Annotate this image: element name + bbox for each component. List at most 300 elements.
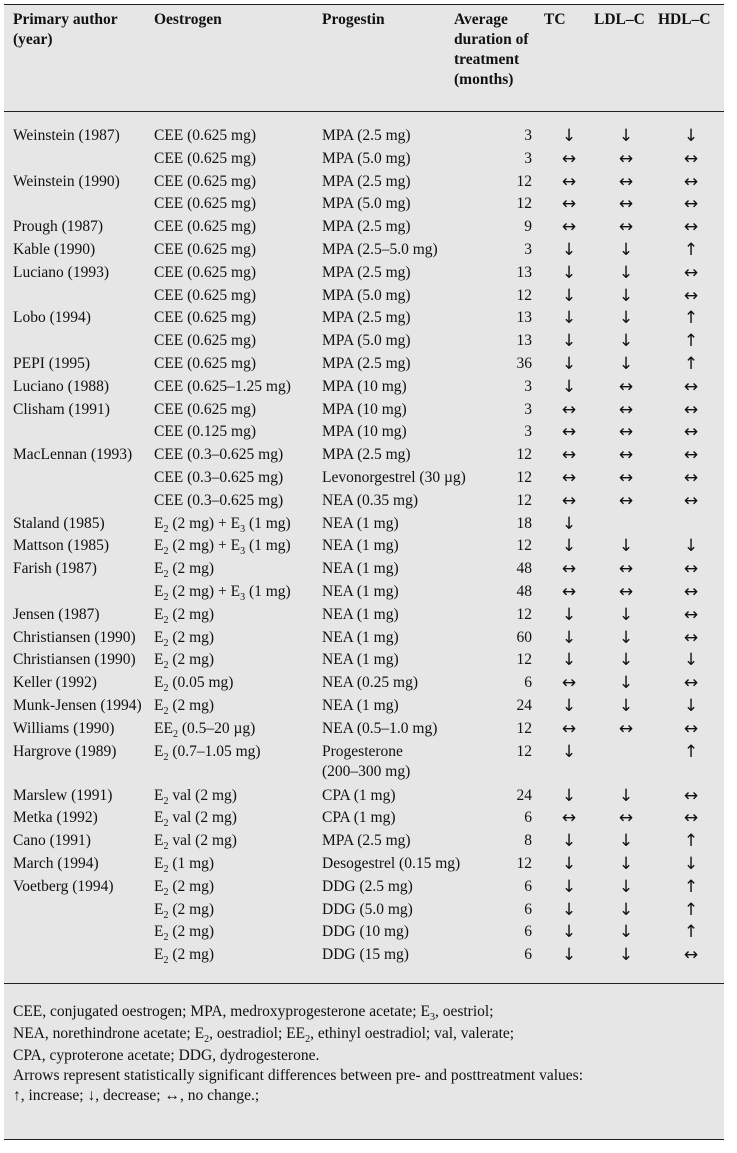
tc-cell: ↓ bbox=[561, 650, 577, 671]
author-cell bbox=[4, 491, 154, 514]
author-cell: PEPI (1995) bbox=[13, 354, 91, 372]
tc-cell: ↔ bbox=[561, 559, 577, 580]
progestin-cell-line2: (200–300 mg) bbox=[322, 762, 411, 780]
duration-cell: 12 bbox=[516, 286, 532, 304]
table-row bbox=[4, 536, 724, 559]
ldl-cell: ↓ bbox=[618, 945, 634, 966]
ldl-cell: ↔ bbox=[618, 148, 634, 169]
ldl-cell: ↔ bbox=[618, 559, 634, 580]
oestrogen-cell: $E_2$ val (2 mg) bbox=[154, 832, 237, 853]
hdl-cell: ↔ bbox=[683, 718, 699, 739]
tc-cell: ↔ bbox=[561, 194, 577, 215]
duration-cell: 13 bbox=[516, 309, 532, 327]
hdl-cell: ↑ bbox=[683, 308, 699, 329]
footnote-line: CPA, cyproterone acetate; DDG, dydrogesterone. bbox=[13, 1047, 320, 1064]
hdl-cell: ↔ bbox=[683, 467, 699, 488]
oestrogen-cell: $E_2$ (2 mg) bbox=[154, 651, 215, 672]
duration-cell: 13 bbox=[516, 332, 532, 350]
tc-cell: ↓ bbox=[561, 376, 577, 397]
progestin-cell: NEA (1 mg) bbox=[322, 582, 399, 600]
hdl-cell: ↔ bbox=[683, 285, 699, 306]
duration-cell: 6 bbox=[524, 900, 532, 918]
author-cell: Voetberg (1994) bbox=[13, 877, 114, 895]
hdl-cell: ↔ bbox=[683, 422, 699, 443]
ldl-cell: ↓ bbox=[618, 262, 634, 283]
ldl-cell: ↔ bbox=[618, 445, 634, 466]
table-row bbox=[4, 308, 724, 331]
table-row bbox=[4, 831, 724, 854]
oestrogen-cell: CEE (0.625 mg) bbox=[154, 309, 257, 327]
duration-cell: 8 bbox=[524, 832, 532, 850]
duration-cell: 3 bbox=[524, 377, 532, 395]
oestrogen-cell: $E_2$ (2 mg) bbox=[154, 877, 215, 898]
oestrogen-cell: $E_2$ (2 mg) bbox=[154, 560, 215, 581]
duration-cell: 12 bbox=[516, 195, 532, 213]
footnote bbox=[4, 983, 724, 1139]
ldl-cell: ↓ bbox=[618, 899, 634, 920]
ldl-cell: ↔ bbox=[618, 718, 634, 739]
tc-cell: ↓ bbox=[561, 513, 577, 534]
hdl-cell: ↑ bbox=[683, 876, 699, 897]
oestrogen-cell: CEE (0.625 mg) bbox=[154, 354, 257, 372]
ldl-cell: ↔ bbox=[618, 808, 634, 829]
ldl-cell: ↔ bbox=[618, 217, 634, 238]
progestin-cell: NEA (1 mg) bbox=[322, 696, 399, 714]
author-cell: March (1994) bbox=[13, 854, 99, 872]
ldl-cell: ↓ bbox=[618, 627, 634, 648]
duration-cell: 12 bbox=[516, 172, 532, 190]
hdl-cell: ↔ bbox=[683, 559, 699, 580]
ldl-cell: ↓ bbox=[618, 239, 634, 260]
oestrogen-cell: $E_2$ (2 mg) bbox=[154, 696, 215, 717]
author-cell: Marslew (1991) bbox=[13, 786, 113, 804]
hdl-cell: ↓ bbox=[683, 650, 699, 671]
tc-cell: ↓ bbox=[561, 308, 577, 329]
hdl-cell: ↓ bbox=[683, 126, 699, 146]
ldl-cell: ↓ bbox=[618, 126, 634, 146]
tc-cell: ↓ bbox=[561, 627, 577, 648]
hdl-cell: ↔ bbox=[683, 945, 699, 966]
table-row bbox=[4, 354, 724, 377]
tc-cell: ↔ bbox=[561, 148, 577, 169]
oestrogen-cell: CEE (0.625 mg) bbox=[154, 332, 257, 350]
oestrogen-cell: $E_2$ (0.05 mg) bbox=[154, 674, 234, 695]
duration-cell: 12 bbox=[516, 605, 532, 623]
progestin-cell: NEA (0.5–1.0 mg) bbox=[322, 719, 438, 737]
progestin-cell: NEA (1 mg) bbox=[322, 537, 399, 555]
author-cell bbox=[4, 468, 154, 491]
hdl-cell: ↓ bbox=[683, 853, 699, 874]
duration-cell: 6 bbox=[524, 923, 532, 941]
progestin-cell: MPA (5.0 mg) bbox=[322, 286, 411, 304]
hdl-cell: ↔ bbox=[683, 627, 699, 648]
progestin-cell: MPA (2.5 mg) bbox=[322, 446, 411, 464]
hdl-cell: ↓ bbox=[683, 536, 699, 557]
oestrogen-cell: $E_2$ val (2 mg) bbox=[154, 786, 237, 807]
hdl-cell: ↔ bbox=[683, 148, 699, 169]
oestrogen-cell: $E_2$ (0.7–1.05 mg) bbox=[154, 742, 261, 763]
author-cell: Jensen (1987) bbox=[13, 605, 100, 623]
ldl-cell bbox=[594, 514, 658, 537]
hdl-cell: ↔ bbox=[683, 581, 699, 602]
tc-cell: ↔ bbox=[561, 718, 577, 739]
hdl-cell: ↑ bbox=[683, 239, 699, 260]
duration-cell: 6 bbox=[524, 674, 532, 692]
ldl-cell: ↔ bbox=[618, 467, 634, 488]
author-cell bbox=[4, 922, 154, 945]
duration-cell: 12 bbox=[516, 854, 532, 872]
author-cell: Staland (1985) bbox=[13, 514, 105, 532]
table-row bbox=[4, 422, 724, 445]
header-row bbox=[4, 5, 724, 112]
author-cell: Weinstein (1990) bbox=[13, 172, 120, 190]
oestrogen-cell: $EE_2$ (0.5–20 µg) bbox=[154, 719, 256, 740]
hdl-cell: ↔ bbox=[683, 217, 699, 238]
progestin-cell: MPA (5.0 mg) bbox=[322, 195, 411, 213]
duration-cell: 6 bbox=[524, 809, 532, 827]
ldl-cell: ↓ bbox=[618, 331, 634, 352]
oestrogen-cell: $E_2$ (2 mg) bbox=[154, 923, 215, 944]
tc-cell: ↓ bbox=[561, 285, 577, 306]
table-row bbox=[4, 922, 724, 945]
duration-cell: 60 bbox=[516, 628, 532, 646]
tc-cell: ↓ bbox=[561, 785, 577, 806]
ldl-cell: ↔ bbox=[618, 422, 634, 443]
header-oestrogen: Oestrogen bbox=[154, 5, 322, 112]
ldl-cell: ↓ bbox=[618, 831, 634, 852]
hdl-cell: ↔ bbox=[683, 171, 699, 192]
author-cell bbox=[4, 194, 154, 217]
hdl-cell: ↔ bbox=[683, 673, 699, 694]
footnote-line: CEE, conjugated oestrogen; MPA, medroxyprogesterone acetate; $E_3$, oestriol; bbox=[13, 1003, 494, 1023]
table-row bbox=[4, 719, 724, 742]
progestin-cell: Desogestrel (0.15 mg) bbox=[322, 854, 461, 872]
ldl-cell: ↔ bbox=[618, 194, 634, 215]
ldl-cell: ↔ bbox=[618, 376, 634, 397]
author-cell: Cano (1991) bbox=[13, 832, 91, 850]
ldl-cell: ↔ bbox=[618, 581, 634, 602]
tc-cell: ↓ bbox=[561, 331, 577, 352]
header-tc: TC bbox=[544, 5, 594, 112]
table-row bbox=[4, 582, 724, 605]
author-cell: Clisham (1991) bbox=[13, 400, 110, 418]
tc-cell: ↓ bbox=[561, 945, 577, 966]
progestin-cell: CPA (1 mg) bbox=[322, 809, 396, 827]
oestrogen-cell: CEE (0.625–1.25 mg) bbox=[154, 377, 291, 395]
tc-cell: ↔ bbox=[561, 673, 577, 694]
tc-cell: ↓ bbox=[561, 853, 577, 874]
progestin-cell: MPA (10 mg) bbox=[322, 400, 407, 418]
table-row bbox=[4, 194, 724, 217]
ldl-cell: ↓ bbox=[618, 285, 634, 306]
oestrogen-cell: CEE (0.125 mg) bbox=[154, 423, 257, 441]
footnote-line: Arrows represent statistically significant differences between pre- and posttreatment values: bbox=[13, 1067, 583, 1084]
progestin-cell: MPA (2.5 mg) bbox=[322, 309, 411, 327]
hdl-cell: ↑ bbox=[683, 831, 699, 852]
duration-cell: 6 bbox=[524, 946, 532, 964]
progestin-cell: NEA (0.25 mg) bbox=[322, 674, 419, 692]
tc-cell: ↓ bbox=[561, 876, 577, 897]
table-row bbox=[4, 514, 724, 537]
table-row bbox=[4, 673, 724, 696]
tc-cell: ↔ bbox=[561, 808, 577, 829]
duration-cell: 12 bbox=[516, 742, 532, 760]
progestin-cell: MPA (5.0 mg) bbox=[322, 149, 411, 167]
author-cell: Kable (1990) bbox=[13, 240, 96, 258]
table-row bbox=[4, 559, 724, 582]
oestrogen-cell: CEE (0.625 mg) bbox=[154, 218, 257, 236]
table-row bbox=[4, 877, 724, 900]
header-author: Primary author (year) bbox=[4, 5, 154, 112]
table-row bbox=[4, 605, 724, 628]
tc-cell: ↔ bbox=[561, 422, 577, 443]
progestin-cell: DDG (10 mg) bbox=[322, 923, 409, 941]
ldl-cell: ↓ bbox=[618, 695, 634, 716]
table-row bbox=[4, 126, 724, 149]
ldl-cell: ↓ bbox=[618, 353, 634, 374]
ldl-cell: ↓ bbox=[618, 922, 634, 943]
table-row bbox=[4, 149, 724, 172]
duration-cell: 3 bbox=[524, 240, 532, 258]
duration-cell: 3 bbox=[524, 149, 532, 167]
table-row bbox=[4, 468, 724, 491]
tc-cell: ↓ bbox=[561, 741, 577, 762]
hdl-cell: ↔ bbox=[683, 604, 699, 625]
progestin-cell: NEA (1 mg) bbox=[322, 605, 399, 623]
hdl-cell: ↑ bbox=[683, 922, 699, 943]
oestrogen-cell: CEE (0.625 mg) bbox=[154, 286, 257, 304]
tc-cell: ↓ bbox=[561, 262, 577, 283]
author-cell: Hargrove (1989) bbox=[13, 742, 117, 760]
tc-cell: ↓ bbox=[561, 126, 577, 146]
duration-cell: 36 bbox=[516, 354, 532, 372]
table-row bbox=[4, 240, 724, 263]
tc-cell: ↔ bbox=[561, 445, 577, 466]
table-row bbox=[4, 217, 724, 240]
table-row bbox=[4, 491, 724, 514]
tc-cell: ↓ bbox=[561, 239, 577, 260]
table-row bbox=[4, 900, 724, 923]
hdl-cell: ↓ bbox=[683, 695, 699, 716]
progestin-cell: DDG (15 mg) bbox=[322, 946, 409, 964]
oestrogen-cell: CEE (0.625 mg) bbox=[154, 400, 257, 418]
oestrogen-cell: CEE (0.3–0.625 mg) bbox=[154, 491, 284, 509]
progestin-cell: DDG (5.0 mg) bbox=[322, 900, 413, 918]
author-cell: Farish (1987) bbox=[13, 560, 97, 578]
oestrogen-cell: CEE (0.625 mg) bbox=[154, 263, 257, 281]
author-cell: Metka (1992) bbox=[13, 809, 98, 827]
ldl-cell: ↓ bbox=[618, 650, 634, 671]
oestrogen-cell: $E_2$ (2 mg) bbox=[154, 900, 215, 921]
oestrogen-cell: $E_2$ (2 mg) bbox=[154, 628, 215, 649]
oestrogen-cell: CEE (0.625 mg) bbox=[154, 240, 257, 258]
tc-cell: ↓ bbox=[561, 922, 577, 943]
hdl-cell: ↔ bbox=[683, 376, 699, 397]
progestin-cell: MPA (10 mg) bbox=[322, 423, 407, 441]
author-cell: Lobo (1994) bbox=[13, 309, 91, 327]
progestin-cell: DDG (2.5 mg) bbox=[322, 877, 413, 895]
hdl-cell: ↑ bbox=[683, 741, 699, 762]
progestin-cell: Levonorgestrel (30 µg) bbox=[322, 468, 466, 486]
author-cell: Luciano (1988) bbox=[13, 377, 109, 395]
footnote-line: NEA, norethindrone acetate; $E_2$, oestradiol; $EE_2$, ethinyl oestradiol; val, valerate; bbox=[13, 1025, 515, 1045]
ldl-cell: ↓ bbox=[618, 853, 634, 874]
ldl-cell: ↔ bbox=[618, 171, 634, 192]
progestin-cell: MPA (2.5 mg) bbox=[322, 172, 411, 190]
data-table bbox=[4, 5, 724, 968]
oestrogen-cell: CEE (0.625 mg) bbox=[154, 195, 257, 213]
progestin-cell: NEA (0.35 mg) bbox=[322, 491, 419, 509]
author-cell: Mattson (1985) bbox=[13, 537, 110, 555]
author-cell bbox=[4, 900, 154, 923]
oestrogen-cell: CEE (0.625 mg) bbox=[154, 149, 257, 167]
duration-cell: 3 bbox=[524, 400, 532, 418]
table-row bbox=[4, 172, 724, 195]
duration-cell: 48 bbox=[516, 560, 532, 578]
author-cell: Christiansen (1990) bbox=[13, 651, 136, 669]
tc-cell: ↓ bbox=[561, 899, 577, 920]
ldl-cell: ↓ bbox=[618, 308, 634, 329]
duration-cell: 13 bbox=[516, 263, 532, 281]
hdl-cell: ↑ bbox=[683, 353, 699, 374]
progestin-cell: CPA (1 mg) bbox=[322, 786, 396, 804]
progestin-cell: MPA (2.5 mg) bbox=[322, 218, 411, 236]
oestrogen-cell: $E_2$ (1 mg) bbox=[154, 854, 215, 875]
table-body bbox=[4, 112, 724, 968]
ldl-cell: ↔ bbox=[618, 490, 634, 511]
oestrogen-cell: CEE (0.625 mg) bbox=[154, 127, 257, 144]
duration-cell: 48 bbox=[516, 582, 532, 600]
oestrogen-cell: $E_2$ (2 $mg) + E_3$ (1 mg) bbox=[154, 582, 291, 603]
table-row bbox=[4, 628, 724, 651]
ldl-cell: ↓ bbox=[618, 876, 634, 897]
progestin-cell: MPA (10 mg) bbox=[322, 377, 407, 395]
oestrogen-cell: $E_2$ val (2 mg) bbox=[154, 809, 237, 830]
author-cell: Luciano (1993) bbox=[13, 263, 109, 281]
duration-cell: 9 bbox=[524, 218, 532, 236]
hdl-cell bbox=[658, 514, 724, 537]
tc-cell: ↓ bbox=[561, 536, 577, 557]
header-progestin: Progestin bbox=[322, 5, 454, 112]
table-row bbox=[4, 742, 724, 786]
table-panel bbox=[4, 4, 724, 1140]
duration-cell: 3 bbox=[524, 127, 532, 144]
tc-cell: ↓ bbox=[561, 604, 577, 625]
author-cell bbox=[4, 945, 154, 968]
duration-cell: 6 bbox=[524, 877, 532, 895]
hdl-cell: ↔ bbox=[683, 490, 699, 511]
duration-cell: 12 bbox=[516, 446, 532, 464]
footnote-line: ↑, increase; ↓, decrease; ↔, no change.; bbox=[13, 1087, 260, 1104]
hdl-cell: ↑ bbox=[683, 899, 699, 920]
hdl-cell: ↔ bbox=[683, 808, 699, 829]
header-duration: Average duration of treatment (months) bbox=[454, 5, 544, 112]
progestin-cell: NEA (1 mg) bbox=[322, 514, 399, 532]
duration-cell: 12 bbox=[516, 651, 532, 669]
oestrogen-cell: CEE (0.3–0.625 mg) bbox=[154, 446, 284, 464]
tc-cell: ↓ bbox=[561, 831, 577, 852]
tc-cell: ↓ bbox=[561, 695, 577, 716]
table-row bbox=[4, 808, 724, 831]
table-row bbox=[4, 400, 724, 423]
table-row bbox=[4, 945, 724, 968]
progestin-cell: NEA (1 mg) bbox=[322, 560, 399, 578]
oestrogen-cell: $E_2$ (2 mg) bbox=[154, 605, 215, 626]
author-cell: Munk-Jensen (1994) bbox=[13, 696, 142, 714]
table-row bbox=[4, 263, 724, 286]
ldl-cell: ↔ bbox=[618, 399, 634, 420]
hdl-cell: ↔ bbox=[683, 445, 699, 466]
oestrogen-cell: CEE (0.625 mg) bbox=[154, 172, 257, 190]
progestin-cell: MPA (2.5–5.0 mg) bbox=[322, 240, 438, 258]
tc-cell: ↔ bbox=[561, 171, 577, 192]
table-row bbox=[4, 650, 724, 673]
ldl-cell: ↓ bbox=[618, 536, 634, 557]
oestrogen-cell: CEE (0.3–0.625 mg) bbox=[154, 468, 284, 486]
duration-cell: 12 bbox=[516, 719, 532, 737]
progestin-cell: MPA (2.5 mg) bbox=[322, 354, 411, 372]
oestrogen-cell: $E_2$ (2 mg) bbox=[154, 946, 215, 967]
ldl-cell: ↓ bbox=[618, 785, 634, 806]
author-cell bbox=[4, 149, 154, 172]
table-row bbox=[4, 786, 724, 809]
table-row bbox=[4, 445, 724, 468]
duration-cell: 12 bbox=[516, 468, 532, 486]
author-cell bbox=[4, 582, 154, 605]
progestin-cell: MPA (2.5 mg) bbox=[322, 263, 411, 281]
duration-cell: 24 bbox=[516, 696, 532, 714]
tc-cell: ↔ bbox=[561, 581, 577, 602]
tc-cell: ↔ bbox=[561, 399, 577, 420]
hdl-cell: ↑ bbox=[683, 331, 699, 352]
duration-cell: 24 bbox=[516, 786, 532, 804]
oestrogen-cell: $E_2$ (2 $mg) + E_3$ (1 mg) bbox=[154, 537, 291, 558]
table-row bbox=[4, 331, 724, 354]
author-cell: Keller (1992) bbox=[13, 674, 97, 692]
table-row bbox=[4, 377, 724, 400]
duration-cell: 3 bbox=[524, 423, 532, 441]
progestin-cell: MPA (2.5 mg) bbox=[322, 832, 411, 850]
ldl-cell: ↓ bbox=[618, 604, 634, 625]
duration-cell: 12 bbox=[516, 537, 532, 555]
author-cell: Williams (1990) bbox=[13, 719, 115, 737]
duration-cell: 12 bbox=[516, 491, 532, 509]
hdl-cell: ↔ bbox=[683, 194, 699, 215]
oestrogen-cell: $E_2$ (2 $mg) + E_3$ (1 mg) bbox=[154, 514, 291, 535]
progestin-cell: MPA (5.0 mg) bbox=[322, 332, 411, 350]
header-ldl: LDL–C bbox=[594, 5, 658, 112]
table-row bbox=[4, 854, 724, 877]
table-row bbox=[4, 696, 724, 719]
ldl-cell: ↓ bbox=[618, 673, 634, 694]
author-cell: MacLennan (1993) bbox=[13, 446, 133, 464]
tc-cell: ↔ bbox=[561, 490, 577, 511]
progestin-cell: Progesterone (200–300 mg) bbox=[322, 742, 411, 780]
header-hdl: HDL–C bbox=[658, 5, 724, 112]
tc-cell: ↔ bbox=[561, 217, 577, 238]
progestin-cell: NEA (1 mg) bbox=[322, 651, 399, 669]
ldl-cell bbox=[594, 742, 658, 786]
hdl-cell: ↔ bbox=[683, 785, 699, 806]
table-row bbox=[4, 286, 724, 309]
author-cell: Christiansen (1990) bbox=[13, 628, 136, 646]
author-cell: Weinstein (1987) bbox=[13, 127, 120, 144]
tc-cell: ↔ bbox=[561, 467, 577, 488]
duration-cell: 18 bbox=[516, 514, 532, 532]
author-cell bbox=[4, 286, 154, 309]
tc-cell: ↓ bbox=[561, 353, 577, 374]
progestin-cell: MPA (2.5 mg) bbox=[322, 127, 411, 144]
